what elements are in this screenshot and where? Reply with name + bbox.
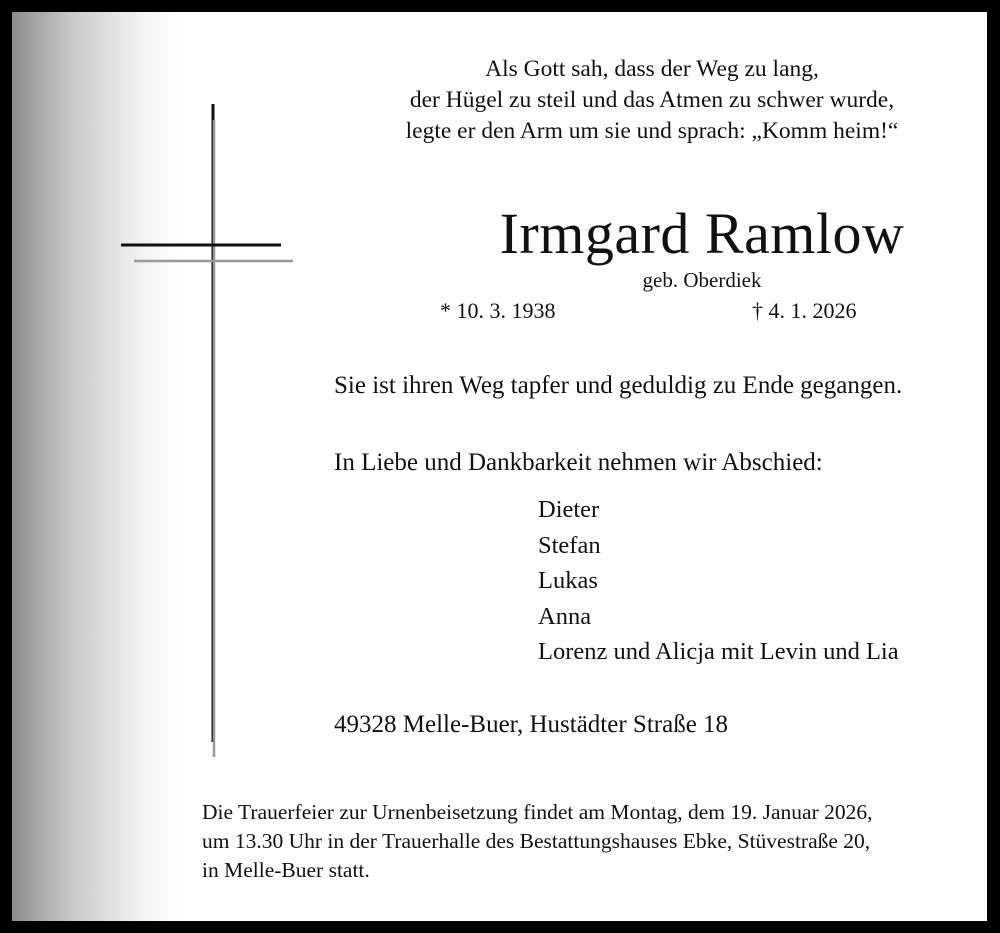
maiden-name: geb. Oberdiek <box>642 268 762 292</box>
mourners-list <box>538 492 899 670</box>
mourner: Dieter <box>538 496 600 523</box>
mourner: Stefan <box>538 531 601 559</box>
poem-line: Als Gott sah, dass der Weg zu lang, <box>485 56 819 82</box>
service-info <box>202 798 873 885</box>
mourner: Lorenz und Alicja mit Levin und Lia <box>538 638 899 665</box>
poem <box>282 54 1000 147</box>
birth-date: * 10. 3. 1938 <box>440 298 556 323</box>
service-line: Die Trauerfeier zur Urnenbeisetzung findet am Montag, dem 19. Januar 2026, <box>202 800 873 824</box>
deceased-name: Irmgard Ramlow <box>499 201 905 266</box>
mourner: Lukas <box>538 567 598 594</box>
service-line: in Melle-Buer statt. <box>202 858 370 882</box>
poem-line: legte er den Arm um sie und sprach: „Komm heim!“ <box>405 118 899 144</box>
address: 49328 Melle-Buer, Hustädter Straße 18 <box>334 711 729 738</box>
farewell-intro: In Liebe und Dankbarkeit nehmen wir Abschied: <box>334 449 823 476</box>
mourner: Anna <box>538 602 592 630</box>
death-date: † 4. 1. 2026 <box>752 298 857 323</box>
service-line: um 13.30 Uhr in der Trauerhalle des Bestattungshauses Ebke, Stüvestraße 20, <box>202 829 871 853</box>
poem-line: der Hügel zu steil und das Atmen zu schwer wurde, <box>409 87 895 113</box>
statement: Sie ist ihren Weg tapfer und geduldig zu Ende gegangen. <box>334 372 903 399</box>
